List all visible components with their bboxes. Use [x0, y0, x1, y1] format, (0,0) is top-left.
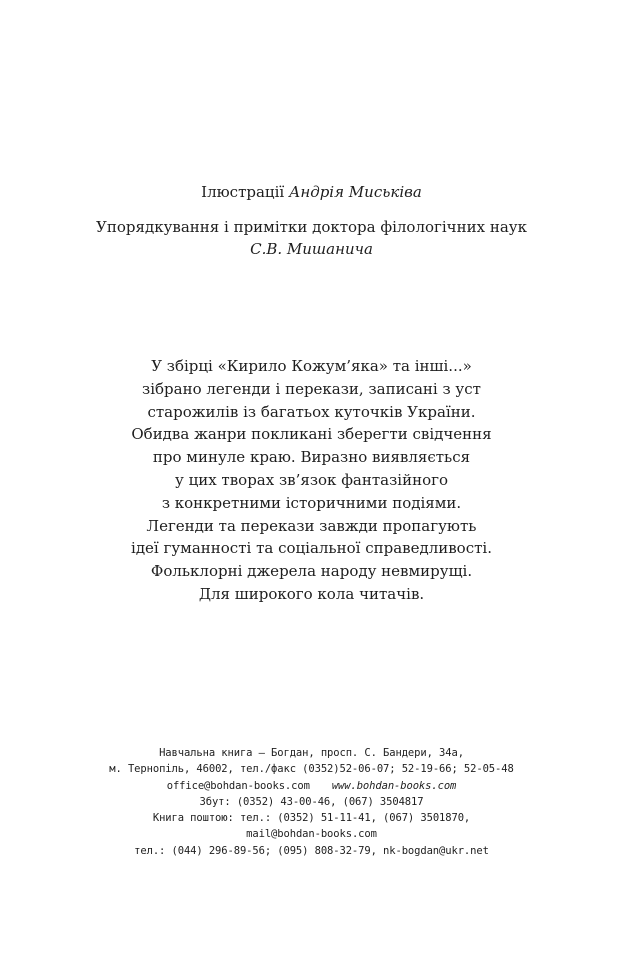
abstract-line: зібрано легенди і перекази, записані з уст [142, 379, 481, 398]
abstract-line: Фольклорні джерела народу невмирущі. [150, 562, 473, 581]
mail-order-phones: Книга поштою: тел.: (0352) 51-11-41, (067) 3501870, [152, 812, 471, 825]
abstract-line: про минуле краю. Виразно виявляється [152, 448, 471, 467]
city-phones: м. Тернопіль, 46002, тел./факс (0352)52-06-07; 52-19-66; 52-05-48 [109, 763, 514, 776]
abstract-line: Обидва жанри покликані зберегти свідчення [131, 425, 492, 444]
illustrator-name: Андрія Миськіва [288, 183, 422, 201]
abstract-line: старожилів із багатьох куточків України. [147, 402, 476, 421]
mail-order-email[interactable]: mail@bohdan-books.com [246, 828, 377, 841]
compiler-name: С.В. Мишанича [250, 240, 373, 258]
office-email[interactable]: office@bohdan-books.com [166, 779, 310, 792]
abstract-line: у цих творах зв’язок фантазійного [174, 470, 449, 489]
abstract-line: Легенди та перекази завжди пропагують [146, 516, 477, 535]
website-link[interactable]: www.bohdan-books.com [331, 779, 457, 792]
abstract-line: ідеї гуманності та соціальної справедливості. [131, 539, 492, 558]
illustrations-credit [0, 181, 623, 203]
credits-block [0, 181, 623, 260]
compiled-by-credit: Упорядкування і примітки доктора філологічних наук [96, 218, 527, 236]
kyiv-phones: тел.: (044) 296-89-56; (095) 808-32-79, nk-bogdan@ukr.net [134, 844, 489, 857]
illustrations-prefix: Ілюстрації [201, 183, 289, 201]
abstract-line: У збірці «Кирило Кожум’яка» та інші...» [151, 357, 472, 375]
sales-phones: Збут: (0352) 43-00-46, (067) 3504817 [199, 795, 424, 808]
abstract-line: з конкретними історичними подіями. [161, 493, 462, 512]
abstract-line: Для широкого кола читачів. [198, 584, 425, 603]
publisher-address: Навчальна книга — Богдан, просп. С. Бандери, 34а, [159, 747, 464, 759]
publisher-imprint [0, 745, 623, 859]
book-abstract [0, 355, 623, 606]
